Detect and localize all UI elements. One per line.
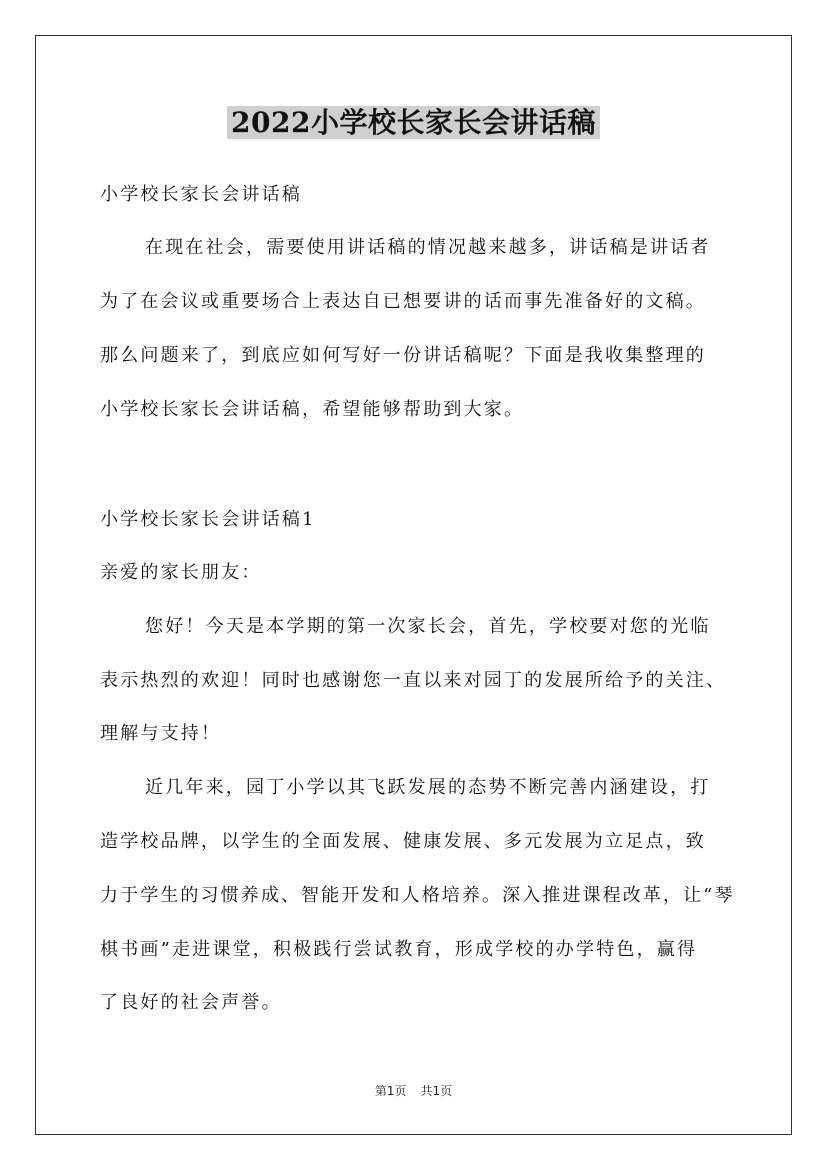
intro-line-4: 小学校长家长会讲话稿，希望能够帮助到大家。 (100, 399, 525, 420)
page-number-total: 共1页 (420, 1084, 453, 1098)
page-number-current: 第1页 (374, 1084, 407, 1098)
paragraph2-line-1: 近几年来，园丁小学以其飞跃发展的态势不断完善内涵建设，打 (145, 777, 711, 798)
greeting: 亲爱的家长朋友： (100, 562, 262, 583)
paragraph1-line-3: 理解与支持！ (100, 723, 222, 744)
document-title (0, 103, 827, 143)
section-heading: 小学校长家长会讲话稿1 (100, 509, 316, 530)
intro-line-3: 那么问题来了，到底应如何写好一份讲话稿呢？下面是我收集整理的 (100, 345, 706, 366)
paragraph2-line-4: 棋书画”走进课堂，积极践行尝试教育，形成学校的办学特色，赢得 (100, 939, 698, 960)
paragraph1-line-1: 您好！今天是本学期的第一次家长会，首先，学校要对您的光临 (145, 616, 711, 637)
paragraph2-line-3: 力于学生的习惯养成、智能开发和人格培养。深入推进课程改革，让“琴 (100, 885, 735, 906)
paragraph1-line-2: 表示热烈的欢迎！同时也感谢您一直以来对园丁的发展所给予的关注、 (100, 670, 727, 691)
paragraph2-line-5: 了良好的社会声誉。 (100, 992, 282, 1013)
intro-line-1: 在现在社会，需要使用讲话稿的情况越来越多，讲话稿是讲话者 (145, 237, 711, 258)
page-footer (0, 1083, 827, 1099)
document-subtitle: 小学校长家长会讲话稿 (100, 184, 302, 205)
intro-line-2: 为了在会议或重要场合上表达自已想要讲的话而事先准备好的文稿。 (100, 291, 706, 312)
document-title-text: 2022小学校长家长会讲话稿 (227, 106, 600, 139)
paragraph2-line-2: 造学校品牌，以学生的全面发展、健康发展、多元发展为立足点，致 (100, 831, 706, 852)
